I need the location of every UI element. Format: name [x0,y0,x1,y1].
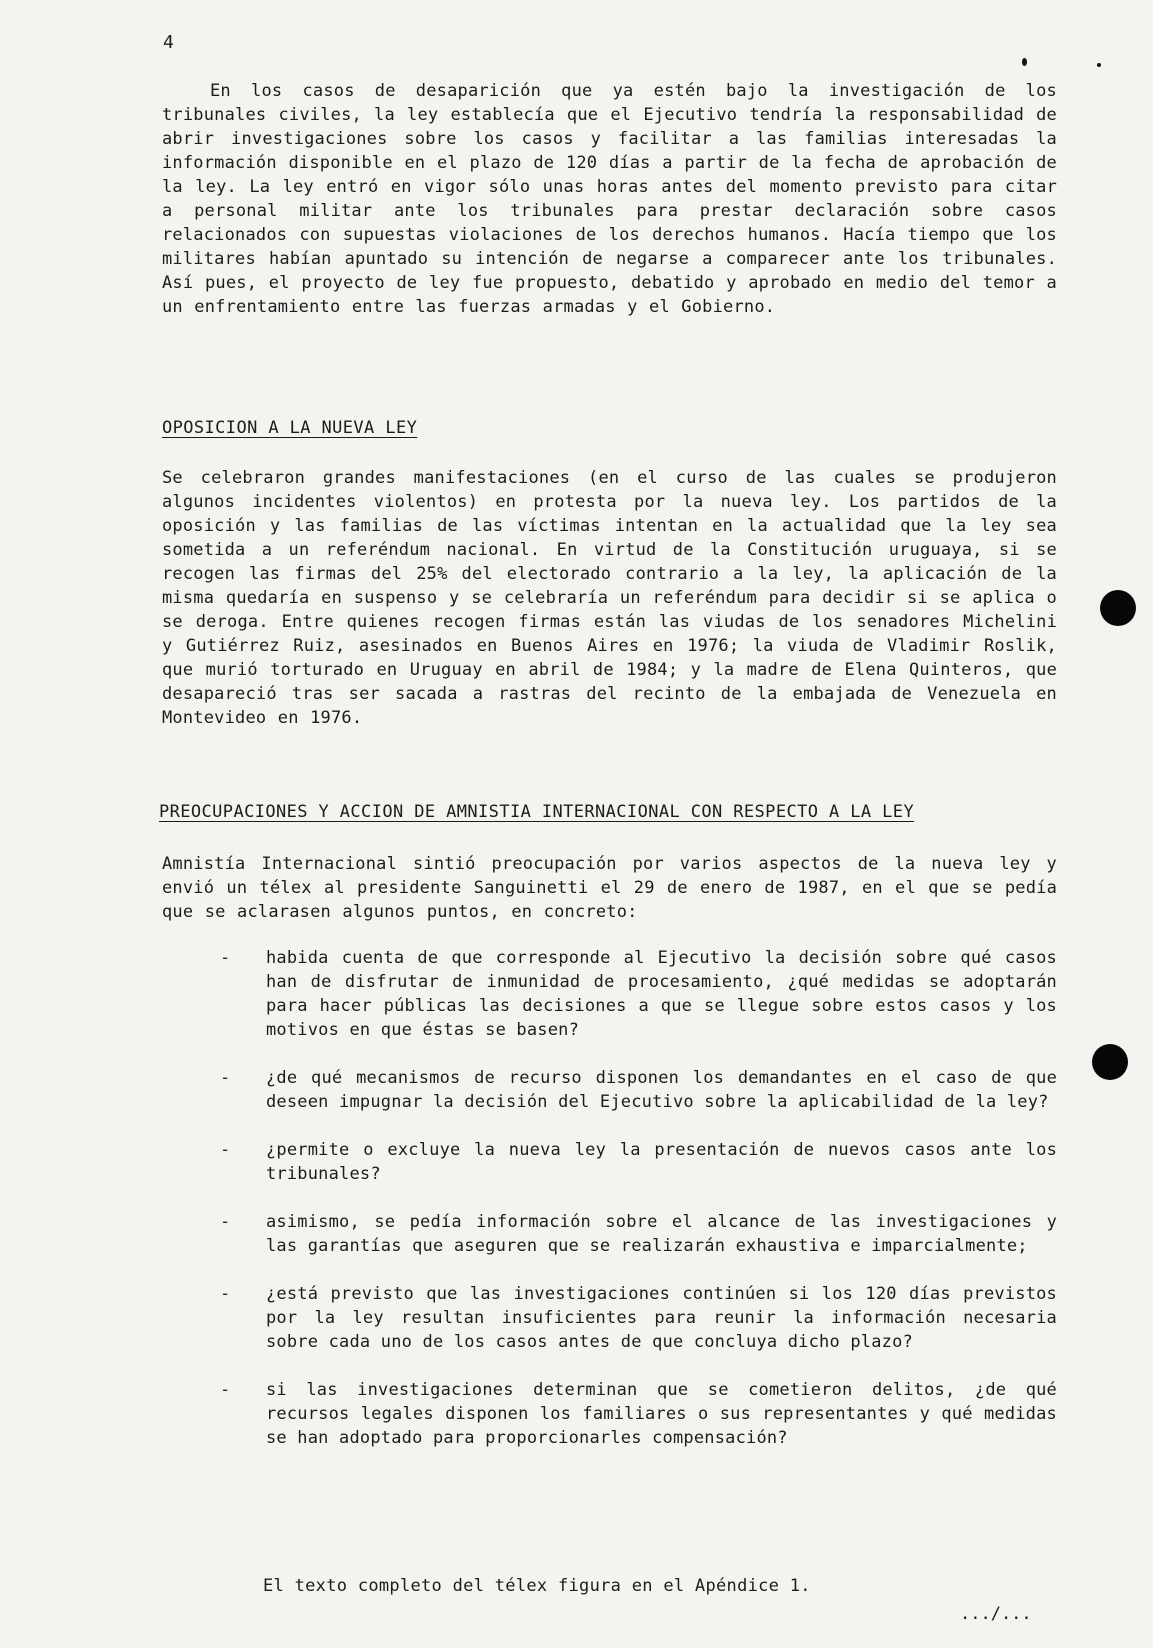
list-dash: - [220,948,231,968]
section-heading-concerns: PREOCUPACIONES Y ACCION DE AMNISTIA INTERNACIONAL CON RESPECTO A LA LEY [159,802,915,822]
list-item [162,1066,1057,1114]
punch-hole [1092,1044,1128,1080]
page-number: 4 [163,32,174,53]
list-item-text: ¿permite o excluye la nueva ley la presentación de nuevos casos ante los tribunales? [266,1140,1057,1184]
list-item [162,946,1057,1042]
list-dash: - [220,1212,231,1232]
concerns-paragraph: Amnistía Internacional sintió preocupación por varios aspectos de la nueva ley y envió un télex al presidente Sanguinetti el 29 de enero de 1987, en el que se pedía que se aclarasen algunos puntos, en concreto: [162,854,1057,922]
list-item [162,1138,1057,1186]
list-item-text: habida cuenta de que corresponde al Ejecutivo la decisión sobre qué casos han de disfrutar de inmunidad de procesamiento, ¿qué medidas se adoptarán para hacer públicas las decisiones a que se llegue sobre estos casos y los motivos en que éstas se basen? [266,948,1057,1040]
list-item [162,1282,1057,1354]
list-item [162,1210,1057,1258]
concerns-list [162,946,1057,1474]
opposition-paragraph: Se celebraron grandes manifestaciones (en el curso de las cuales se produjeron algunos incidentes violentos) en protesta por la nueva ley. Los partidos de la oposición y las familias de las víctimas intentan en la actualidad que la ley sea sometida a un referéndum nacional. En virtud de la Constitución uruguaya, si se recogen las firmas del 25% del electorado contrario a la ley, la aplicación de la misma quedaría en suspenso y se celebraría un referéndum para decidir si se aplica o se deroga. Entre quienes recogen firmas están las viudas de los senadores Michelini y Gutiérrez Ruiz, asesinados en Buenos Aires en 1976; la viuda de Vladimir Roslik, que murió torturado en Uruguay en abril de 1984; y la madre de Elena Quinteros, que desapareció tras ser sacada a rastras del recinto de la embajada de Venezuela en Montevideo en 1976. [162,468,1057,728]
list-item-text: asimismo, se pedía información sobre el alcance de las investigaciones y las garantías que aseguren que se realizarán exhaustiva e imparcialmente; [266,1212,1057,1256]
list-dash: - [220,1068,231,1088]
list-item-text: ¿de qué mecanismos de recurso disponen los demandantes en el caso de que deseen impugnar la decisión del Ejecutivo sobre la aplicabilidad de la ley? [266,1068,1057,1112]
list-dash: - [220,1140,231,1160]
list-dash: - [220,1284,231,1304]
section-heading-opposition: OPOSICION A LA NUEVA LEY [162,418,418,438]
ink-speck [1097,63,1101,67]
list-item [162,1378,1057,1450]
intro-paragraph: En los casos de desaparición que ya estén bajo la investigación de los tribunales civiles, la ley establecía que el Ejecutivo tendría la responsabilidad de abrir investigaciones sobre los casos y facilitar a las familias interesadas la información disponible en el plazo de 120 días a partir de la fecha de aprobación de la ley. La ley entró en vigor sólo unas horas antes del momento previsto para citar a personal militar ante los tribunales para prestar declaración sobre casos relacionados con supuestas violaciones de los derechos humanos. Hacía tiempo que los militares habían apuntado su intención de negarse a comparecer ante los tribunales. Así pues, el proyecto de ley fue propuesto, debatido y aprobado en medio del temor a un enfrentamiento entre las fuerzas armadas y el Gobierno. [162,81,1057,317]
punch-hole [1100,590,1136,626]
list-dash: - [220,1380,231,1400]
continuation-marker: .../... [960,1604,1032,1624]
ink-speck [1022,58,1027,66]
closing-note: El texto completo del télex figura en el Apéndice 1. [263,1576,811,1596]
list-item-text: si las investigaciones determinan que se cometieron delitos, ¿de qué recursos legales disponen los familiares o sus representantes y qué medidas se han adoptado para proporcionarles compensación? [266,1380,1057,1448]
list-item-text: ¿está previsto que las investigaciones continúen si los 120 días previstos por la ley resultan insuficientes para reunir la información necesaria sobre cada uno de los casos antes de que concluya dicho plazo? [266,1284,1057,1352]
